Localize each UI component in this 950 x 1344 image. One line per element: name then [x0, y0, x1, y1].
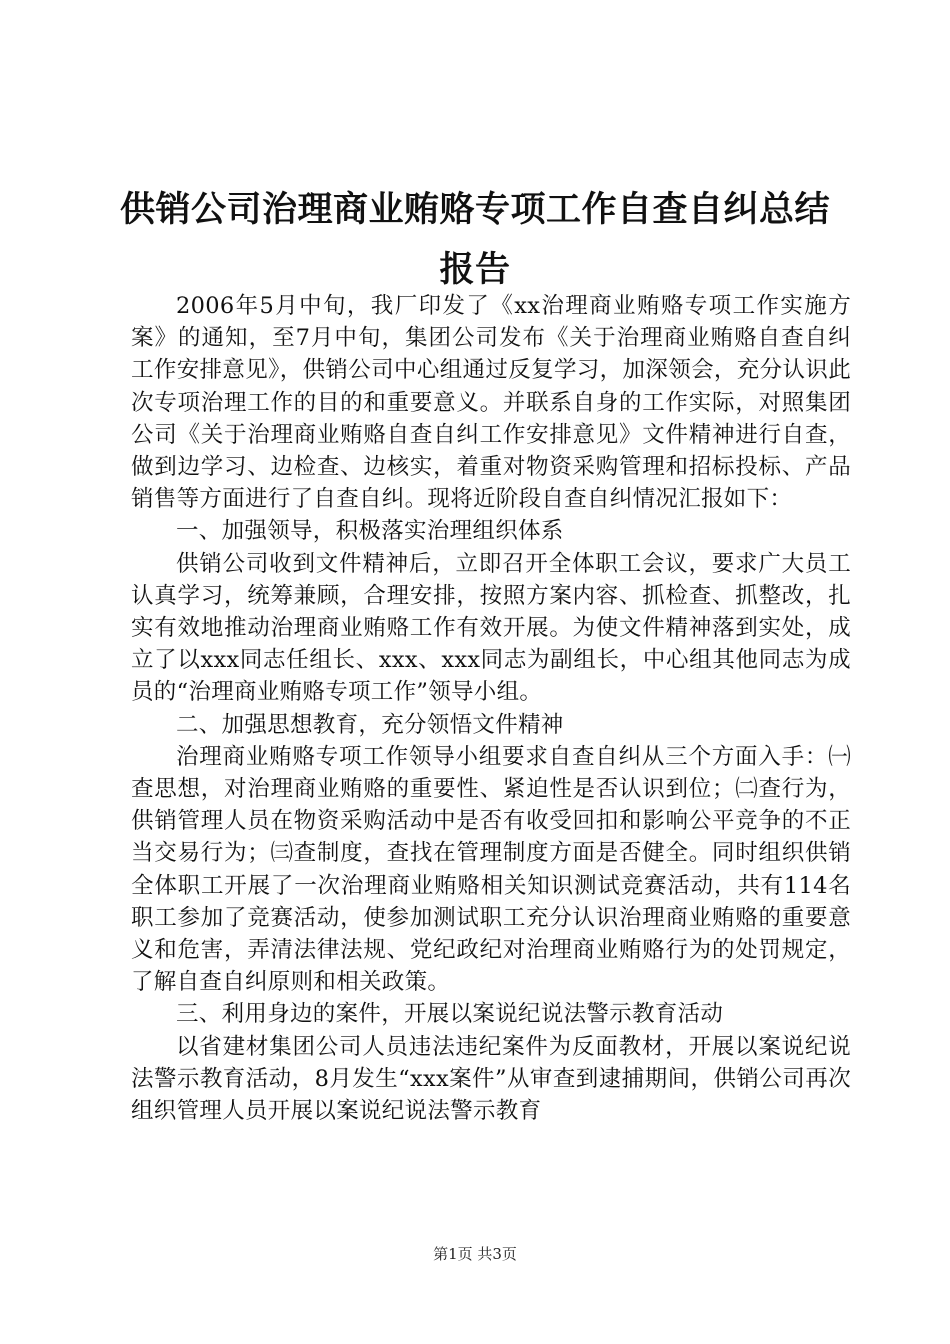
paragraph-section-3: 以省建材集团公司人员违法违纪案件为反面教材，开展以案说纪说法警示教育活动，8月发生“xxx案件”从审查到逮捕期间，供销公司再次组织管理人员开展以案说纪说法警示教育	[131, 1033, 851, 1125]
section-heading-1: 一、加强领导，积极落实治理组织体系	[176, 518, 564, 545]
section-heading-2: 二、加强思想教育，充分领悟文件精神	[176, 711, 564, 738]
paragraph-intro: 2006年5月中旬，我厂印发了《xx治理商业贿赂专项工作实施方案》的通知，至7月中旬，集团公司发布《关于治理商业贿赂自查自纠工作安排意见》，供销公司中心组通过反复学习，加深领会，充分认识此次专项治理工作的目的和重要意义。并联系自身的工作实际，对照集团公司《关于治理商业贿赂自查自纠工作安排意见》文件精神进行自查，做到边学习、边检查、边核实，着重对物资采购管理和招标投标、产品销售等方面进行了自查自纠。现将近阶段自查自纠情况汇报如下：	[131, 293, 851, 513]
section-heading-3: 三、利用身边的案件，开展以案说纪说法警示教育活动	[176, 1001, 724, 1028]
paragraph-section-1: 供销公司收到文件精神后，立即召开全体职工会议，要求广大员工认真学习，统筹兼顾，合理安排，按照方案内容、抓检查、抓整改，扎实有效地推动治理商业贿赂工作有效开展。为使文件精神落到实处，成立了以xxx同志任组长、xxx、xxx同志为副组长，中心组其他同志为成员的“治理商业贿赂专项工作”领导小组。	[131, 550, 851, 706]
page-number-footer: 第1页 共3页	[433, 1245, 517, 1263]
document-body	[131, 290, 851, 1127]
document-title: 供销公司治理商业贿赂专项工作自查自纠总结报告	[119, 190, 830, 290]
paragraph-section-2: 治理商业贿赂专项工作领导小组要求自查自纠从三个方面入手：㈠查思想，对治理商业贿赂的重要性、紧迫性是否认识到位；㈡查行为，供销管理人员在物资采购活动中是否有收受回扣和影响公平竞争的不正当交易行为；㈢查制度，查找在管理制度方面是否健全。同时组织供销全体职工开展了一次治理商业贿赂相关知识测试竞赛活动，共有114名职工参加了竞赛活动，使参加测试职工充分认识治理商业贿赂的重要意义和危害，弄清法律法规、党纪政纪对治理商业贿赂行为的处罚规定，了解自查自纠原则和相关政策。	[131, 743, 851, 996]
